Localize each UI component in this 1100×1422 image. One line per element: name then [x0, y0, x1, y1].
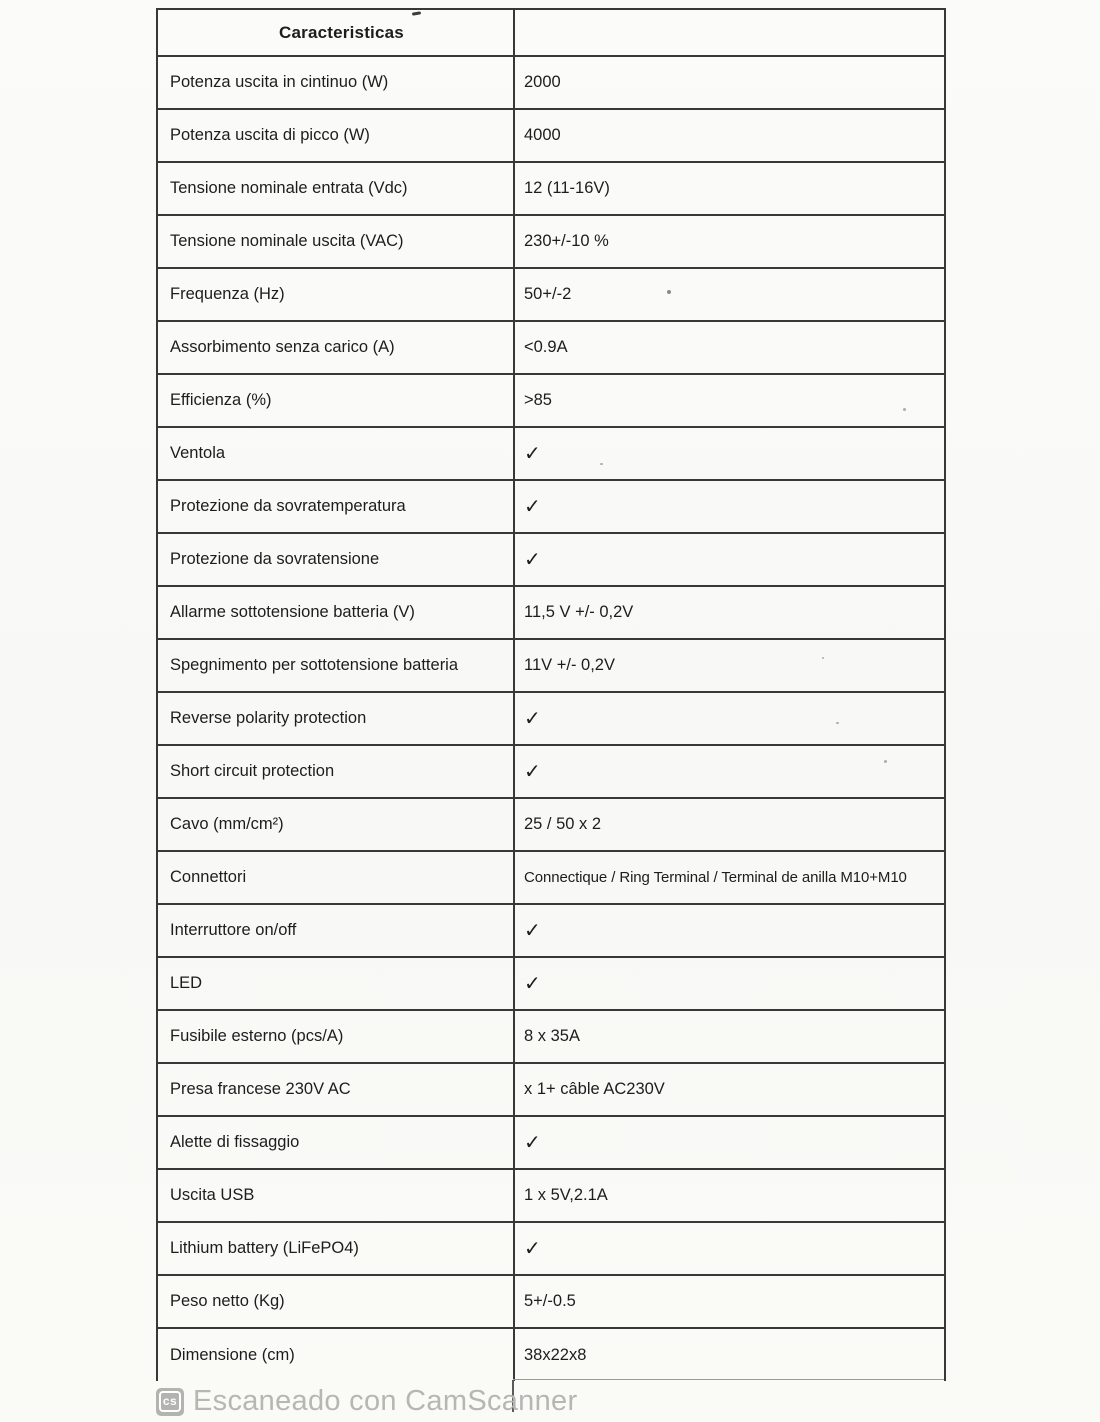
table-row [157, 109, 945, 162]
scan-speck [600, 463, 603, 465]
table-row [157, 1010, 945, 1063]
table-row [157, 1116, 945, 1169]
spec-label: Fusibile esterno (pcs/A) [157, 1010, 514, 1063]
table-row [157, 1222, 945, 1275]
table-row [157, 851, 945, 904]
spec-value: 8 x 35A [514, 1010, 945, 1063]
spec-value: 25 / 50 x 2 [514, 798, 945, 851]
table-row [157, 692, 945, 745]
spec-value: 230+/-10 % [514, 215, 945, 268]
spec-value: 4000 [514, 109, 945, 162]
table-row [157, 480, 945, 533]
spec-label: Frequenza (Hz) [157, 268, 514, 321]
table-row [157, 1169, 945, 1222]
spec-value: <0.9A [514, 321, 945, 374]
spec-value: ✓ [514, 692, 945, 745]
spec-label: Alette di fissaggio [157, 1116, 514, 1169]
table-row [157, 427, 945, 480]
scan-speck [836, 722, 839, 724]
spec-value: 11,5 V +/- 0,2V [514, 586, 945, 639]
spec-value: ✓ [514, 427, 945, 480]
spec-label: Assorbimento senza carico (A) [157, 321, 514, 374]
table-row [157, 533, 945, 586]
spec-value: 5+/-0.5 [514, 1275, 945, 1328]
spec-value: 1 x 5V,2.1A [514, 1169, 945, 1222]
table-row [157, 745, 945, 798]
spec-value: ✓ [514, 1222, 945, 1275]
table-row [157, 957, 945, 1010]
spec-label: Efficienza (%) [157, 374, 514, 427]
spec-value: Connectique / Ring Terminal / Terminal de anilla M10+M10 [514, 851, 945, 904]
scan-speck [884, 760, 887, 763]
spec-value: ✓ [514, 957, 945, 1010]
spec-label: Interruttore on/off [157, 904, 514, 957]
spec-value: >85 [514, 374, 945, 427]
spec-label: Allarme sottotensione batteria (V) [157, 586, 514, 639]
spec-value: ✓ [514, 745, 945, 798]
spec-value: ✓ [514, 904, 945, 957]
spec-value: ✓ [514, 480, 945, 533]
spec-value: 2000 [514, 56, 945, 109]
scan-speck [667, 290, 671, 294]
spec-value: ✓ [514, 533, 945, 586]
spec-label: Short circuit protection [157, 745, 514, 798]
scan-speck [903, 408, 906, 411]
spec-value: ✓ [514, 1116, 945, 1169]
spec-label: Connettori [157, 851, 514, 904]
table-row [157, 56, 945, 109]
table-header-title: Caracteristicas [157, 9, 514, 56]
table-row [157, 321, 945, 374]
spec-label: Tensione nominale entrata (Vdc) [157, 162, 514, 215]
spec-label: Dimensione (cm) [157, 1328, 514, 1381]
table-row [157, 1328, 945, 1381]
spec-label: Protezione da sovratensione [157, 533, 514, 586]
spec-label: Reverse polarity protection [157, 692, 514, 745]
scan-speck [822, 657, 824, 659]
spec-label: Protezione da sovratemperatura [157, 480, 514, 533]
scan-artifact-partial-border [513, 1379, 944, 1380]
camscanner-icon-label: cs [159, 1391, 181, 1412]
spec-label: Lithium battery (LiFePO4) [157, 1222, 514, 1275]
table-header-value [514, 9, 945, 56]
table-row [157, 374, 945, 427]
table-row [157, 639, 945, 692]
table-row [157, 1275, 945, 1328]
table-row [157, 798, 945, 851]
table-header-row [157, 9, 945, 56]
spec-value: 11V +/- 0,2V [514, 639, 945, 692]
spec-label: Ventola [157, 427, 514, 480]
camscanner-watermark [156, 1385, 577, 1418]
spec-label: LED [157, 957, 514, 1010]
table-row [157, 586, 945, 639]
spec-value: 50+/-2 [514, 268, 945, 321]
camscanner-icon [156, 1388, 184, 1416]
spec-label: Cavo (mm/cm²) [157, 798, 514, 851]
table-row [157, 268, 945, 321]
spec-label: Presa francese 230V AC [157, 1063, 514, 1116]
spec-label: Peso netto (Kg) [157, 1275, 514, 1328]
spec-value: 38x22x8 [514, 1328, 945, 1381]
spec-label: Tensione nominale uscita (VAC) [157, 215, 514, 268]
camscanner-watermark-text: Escaneado con CamScanner [193, 1385, 578, 1417]
spec-label: Uscita USB [157, 1169, 514, 1222]
spec-label: Spegnimento per sottotensione batteria [157, 639, 514, 692]
spec-value: x 1+ câble AC230V [514, 1063, 945, 1116]
table-row [157, 215, 945, 268]
spec-table [156, 8, 946, 1381]
table-row [157, 162, 945, 215]
table-row [157, 1063, 945, 1116]
table-row [157, 904, 945, 957]
spec-label: Potenza uscita in cintinuo (W) [157, 56, 514, 109]
spec-value: 12 (11-16V) [514, 162, 945, 215]
spec-label: Potenza uscita di picco (W) [157, 109, 514, 162]
